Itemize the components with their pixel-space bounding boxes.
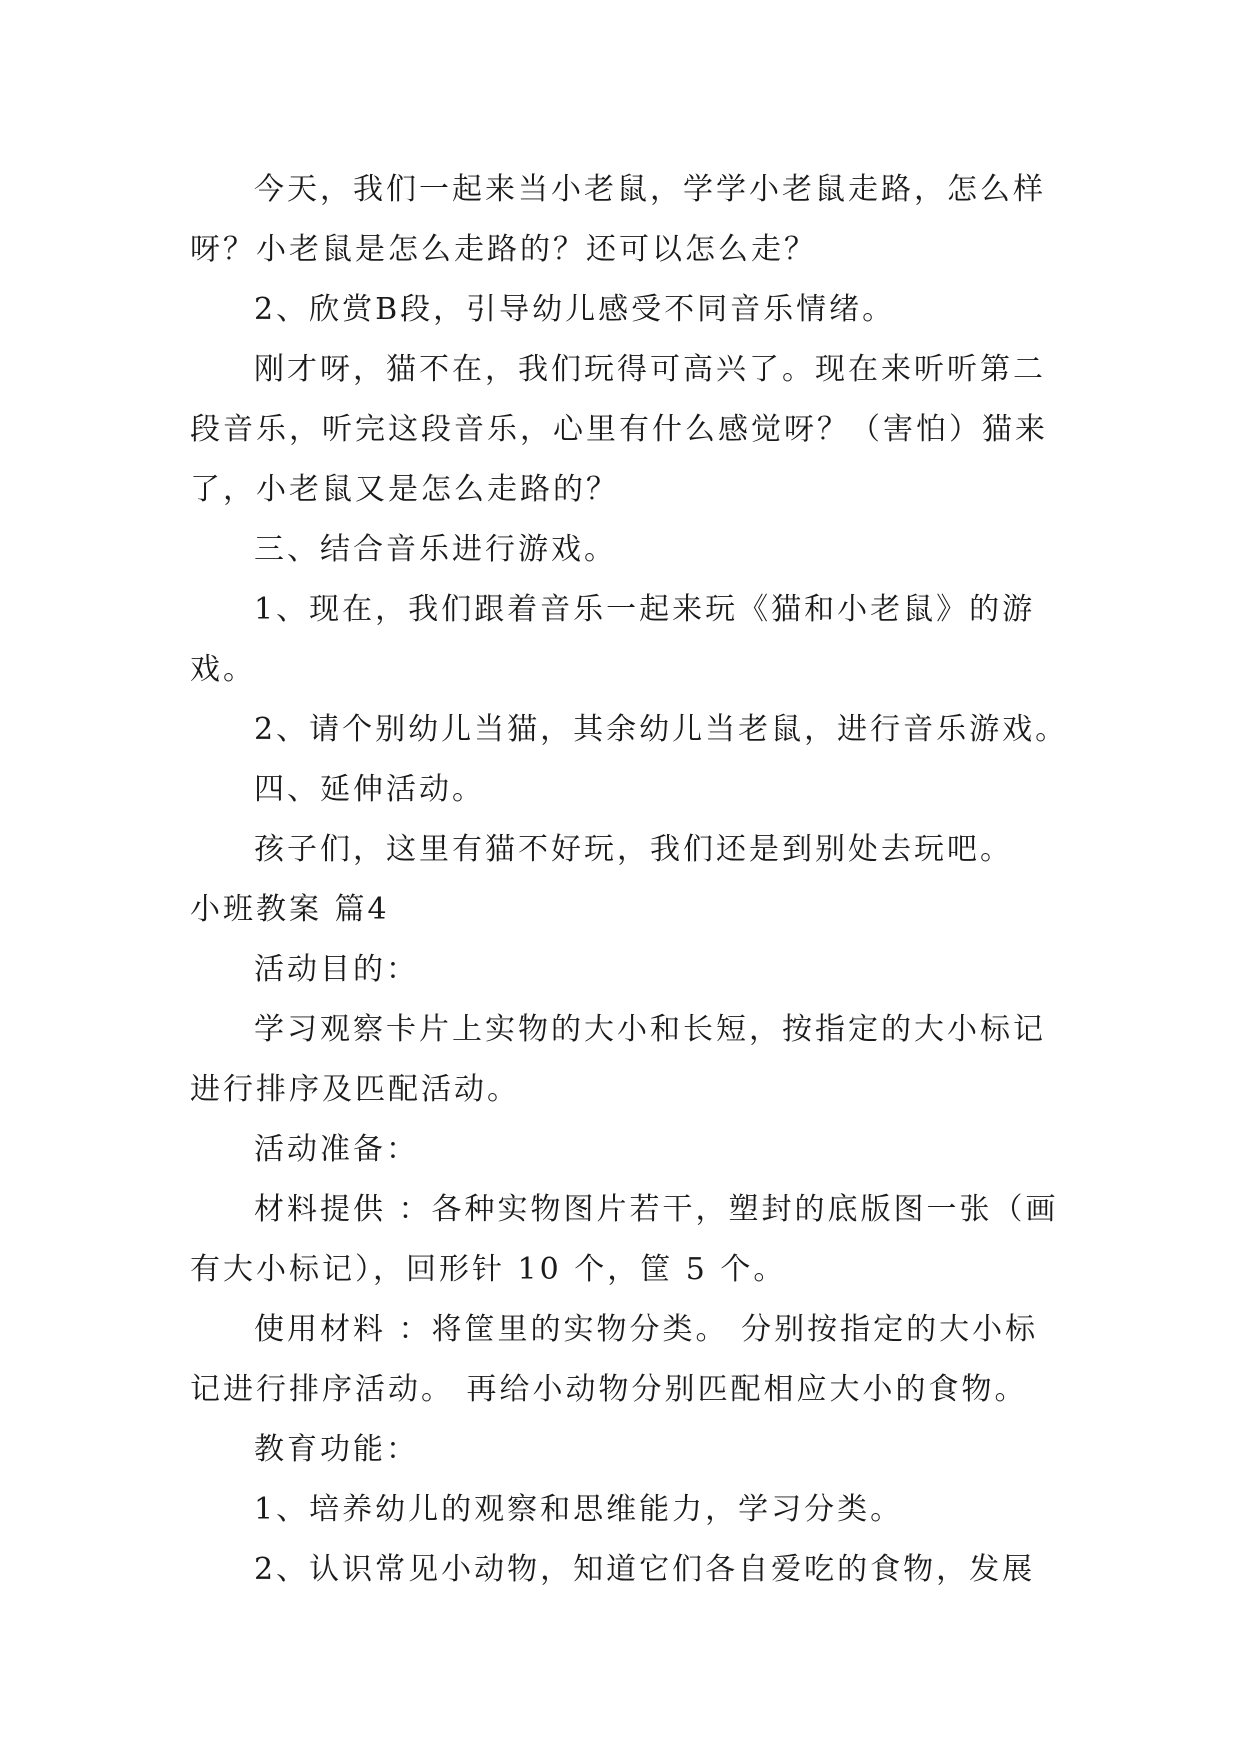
paragraph-step-2-appreciate: 2、欣赏B段，引导幼儿感受不同音乐情绪。 <box>254 292 896 327</box>
document-body <box>190 160 1070 1600</box>
paragraph-objective-label: 活动目的： <box>254 952 419 987</box>
paragraph-music-feeling: 刚才呀，猫不在，我们玩得可高兴了。现在来听听第二段音乐，听完这段音乐，心里有什么感觉呀？（害怕）猫来了，小老鼠又是怎么走路的？ <box>190 352 1048 507</box>
paragraph-extension: 孩子们，这里有猫不好玩，我们还是到别处去玩吧。 <box>254 832 1013 867</box>
paragraph-function-1: 1、培养幼儿的观察和思维能力，学习分类。 <box>254 1492 904 1527</box>
paragraph-function-label: 教育功能： <box>254 1432 419 1467</box>
paragraph-game-2: 2、请个别幼儿当猫，其余幼儿当老鼠，进行音乐游戏。 <box>254 712 1069 747</box>
paragraph-usage: 使用材料 ：将筐里的实物分类。 分别按指定的大小标记进行排序活动。 再给小动物分别匹配相应大小的食物。 <box>190 1312 1039 1407</box>
paragraph-section-three: 三、结合音乐进行游戏。 <box>254 532 617 567</box>
paragraph-function-2: 2、认识常见小动物，知道它们各自爱吃的食物，发展 <box>254 1552 1036 1587</box>
paragraph-objective: 学习观察卡片上实物的大小和长短，按指定的大小标记进行排序及匹配活动。 <box>190 1012 1046 1107</box>
paragraph-game-1: 1、现在，我们跟着音乐一起来玩《猫和小老鼠》的游戏。 <box>190 592 1036 687</box>
paragraph-materials: 材料提供 ：各种实物图片若干，塑封的底版图一张（画有大小标记），回形针 10 个，筐 5 个。 <box>190 1192 1059 1287</box>
paragraph-intro: 今天，我们一起来当小老鼠，学学小老鼠走路，怎么样呀？小老鼠是怎么走路的？还可以怎么走？ <box>190 172 1046 267</box>
paragraph-preparation-label: 活动准备： <box>254 1132 419 1167</box>
paragraph-section-four: 四、延伸活动。 <box>254 772 485 807</box>
section-heading: 小班教案 篇4 <box>190 892 390 927</box>
